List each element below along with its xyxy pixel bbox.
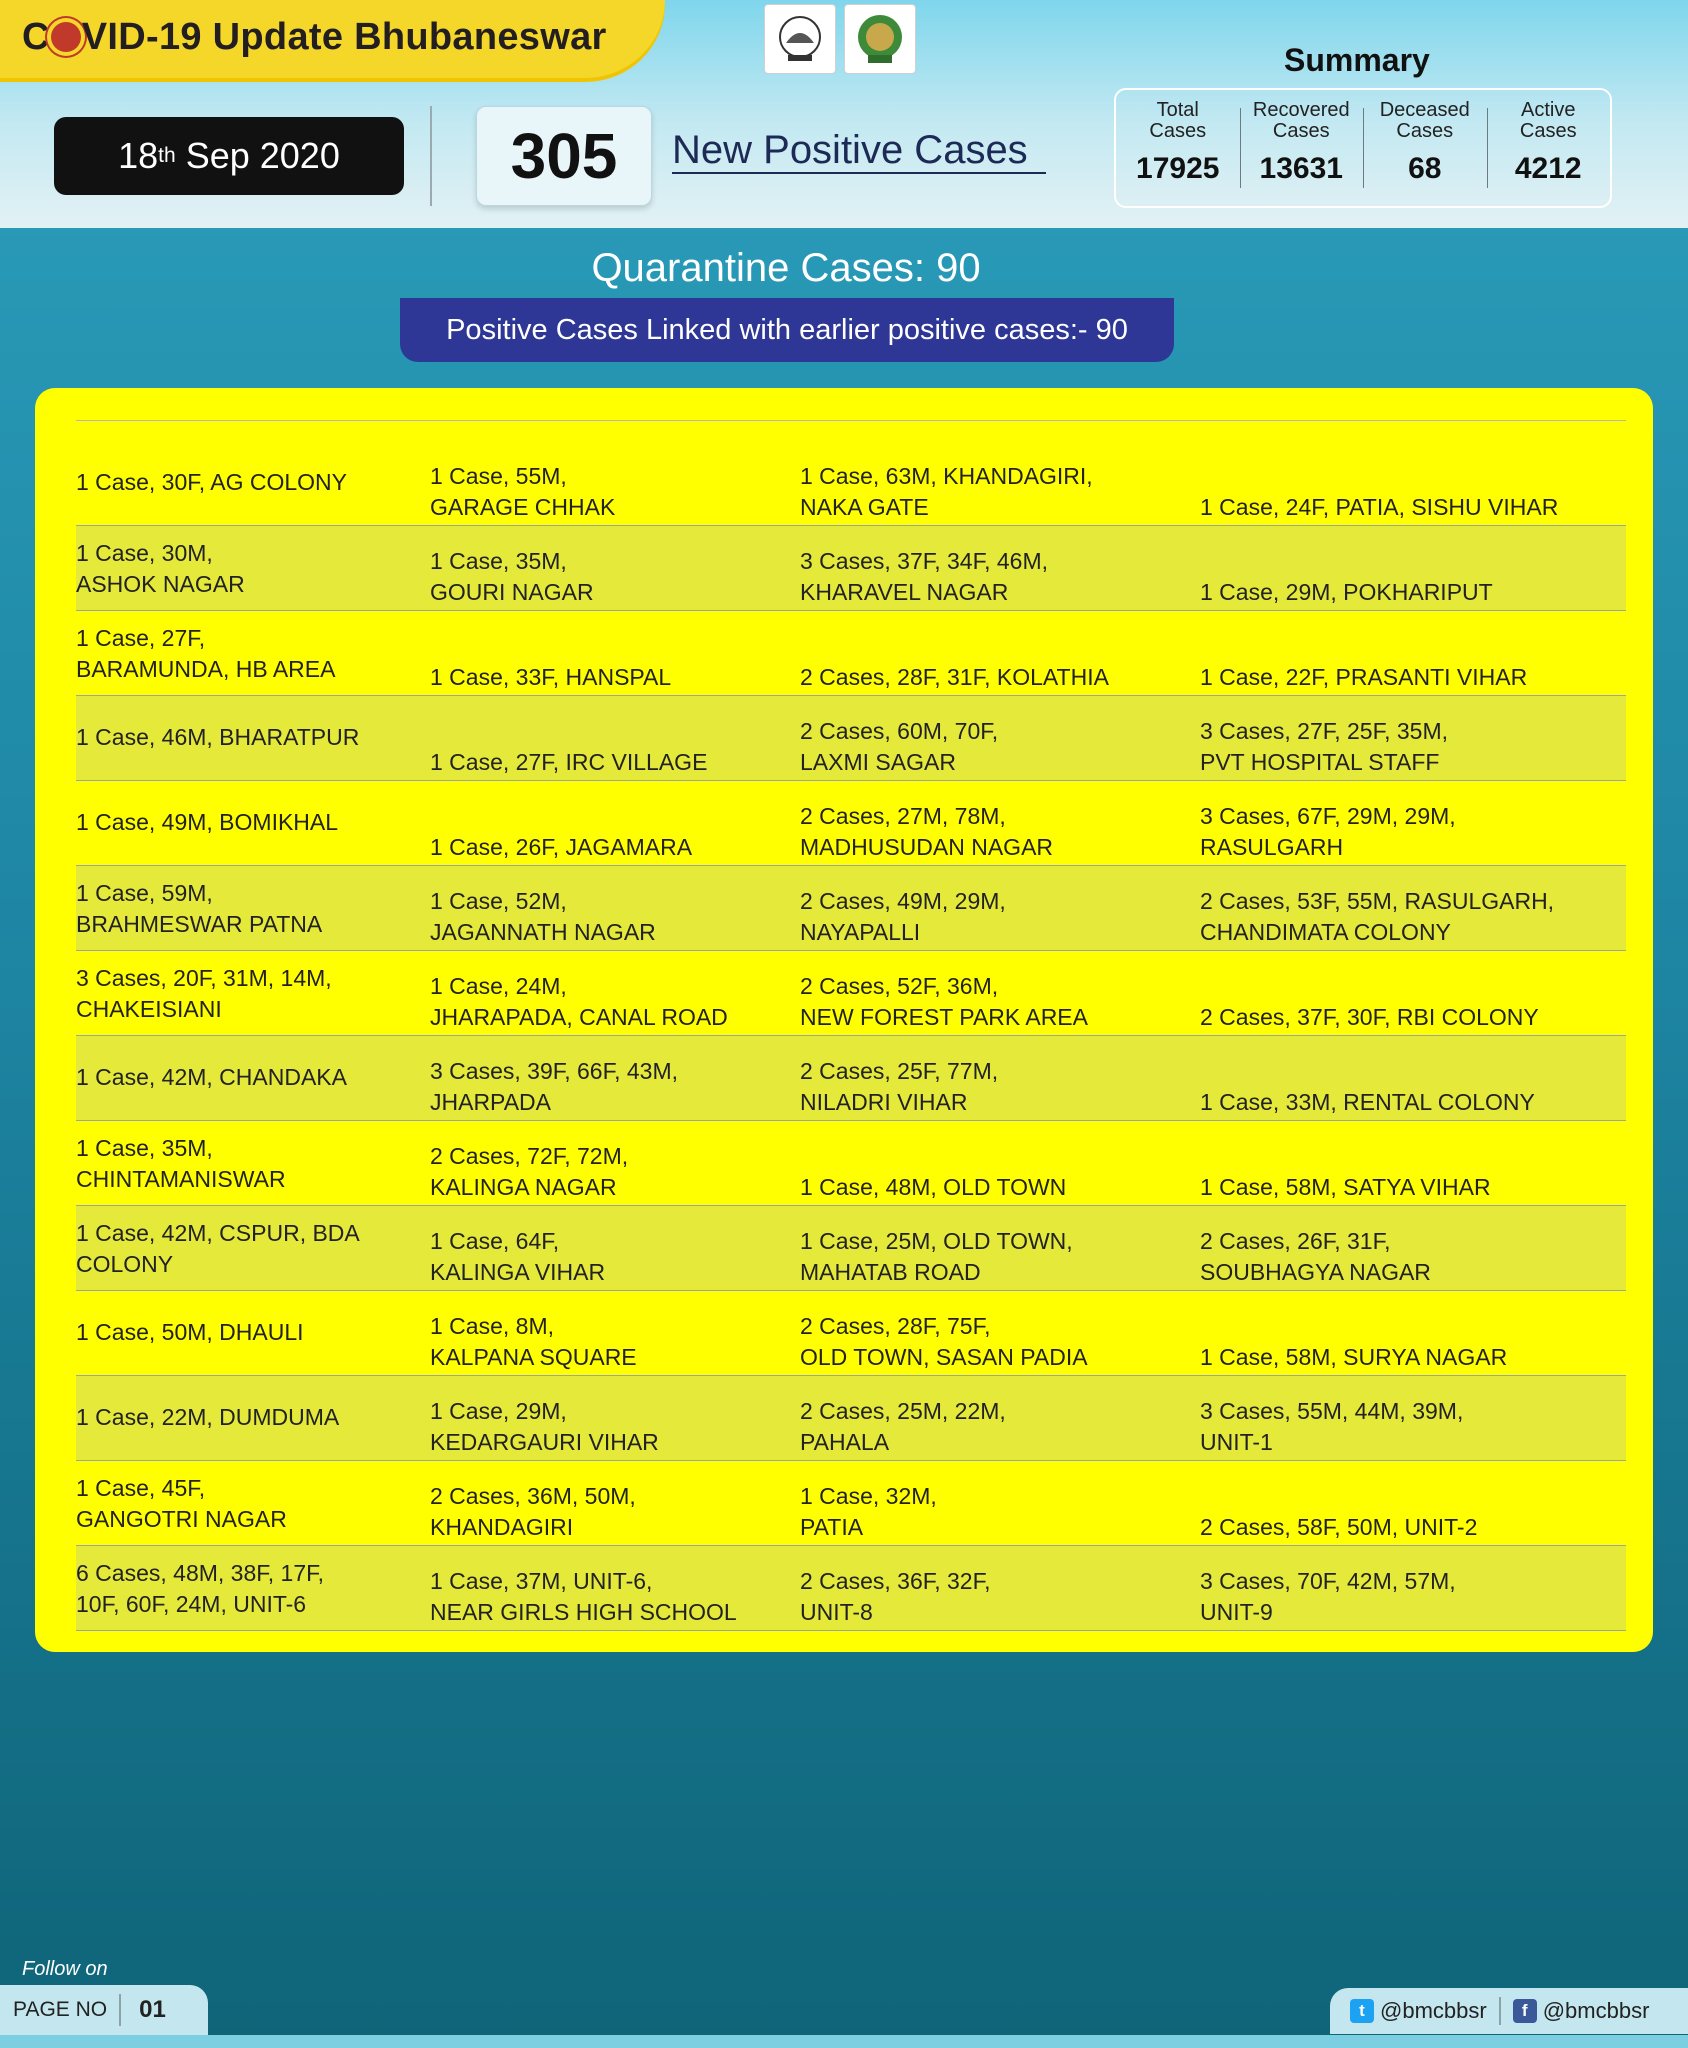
case-line: UNIT-8 — [800, 1599, 873, 1625]
table-cell — [1200, 1121, 1626, 1205]
case-line: 2 Cases, 26F, 31F, — [1200, 1228, 1391, 1254]
table-row — [76, 611, 1626, 696]
case-line: 2 Cases, 37F, 30F, RBI COLONY — [1200, 1004, 1539, 1030]
case-line: 1 Case, 37M, UNIT-6, — [430, 1568, 653, 1594]
table-cell — [1200, 1291, 1626, 1375]
case-line: 1 Case, 58M, SURYA NAGAR — [1200, 1344, 1508, 1370]
table-row — [76, 951, 1626, 1036]
table-cell — [800, 781, 1200, 865]
case-line: CHAKEISIANI — [76, 996, 222, 1022]
case-line: 6 Cases, 48M, 38F, 17F, — [76, 1560, 325, 1586]
table-row — [76, 1206, 1626, 1291]
case-line: 1 Case, 59M, — [76, 880, 213, 906]
summary-label: Total — [1156, 99, 1199, 121]
case-line: 1 Case, 63M, KHANDAGIRI, — [800, 463, 1093, 489]
case-line: 3 Cases, 39F, 66F, 43M, — [430, 1058, 679, 1084]
page-number-tab — [0, 1985, 208, 2035]
table-cell — [1200, 611, 1626, 695]
table-cell — [800, 696, 1200, 780]
bottom-bar — [0, 2035, 1688, 2048]
case-line: 3 Cases, 70F, 42M, 57M, — [1200, 1568, 1456, 1594]
case-line: 3 Cases, 27F, 25F, 35M, — [1200, 718, 1449, 744]
table-cell — [1200, 696, 1626, 780]
table-cell — [1200, 1376, 1626, 1460]
table-cell — [76, 951, 430, 1035]
twitter-handle[interactable]: @bmcbbsr — [1380, 1998, 1487, 2023]
table-cell — [1200, 1206, 1626, 1290]
table-cell — [430, 696, 800, 780]
case-line: 3 Cases, 20F, 31M, 14M, — [76, 965, 332, 991]
case-line: 1 Case, 50M, DHAULI — [76, 1318, 304, 1345]
case-line: BRAHMESWAR PATNA — [76, 911, 323, 937]
case-line: 1 Case, 52M, — [430, 888, 567, 914]
title-banner — [0, 0, 665, 78]
case-line: 2 Cases, 60M, 70F, — [800, 718, 999, 744]
case-line: 1 Case, 26F, JAGAMARA — [430, 834, 693, 860]
summary-label: Cases — [1396, 120, 1454, 142]
case-line: JAGANNATH NAGAR — [430, 919, 656, 945]
summary-label: Deceased — [1379, 99, 1470, 121]
table-cell — [800, 1036, 1200, 1120]
case-line: COLONY — [76, 1251, 174, 1277]
table-cell — [430, 1036, 800, 1120]
case-line: 1 Case, 25M, OLD TOWN, — [800, 1228, 1073, 1254]
case-line: 2 Cases, 58F, 50M, UNIT-2 — [1200, 1514, 1478, 1540]
table-cell — [76, 1376, 430, 1460]
summary-total — [1116, 90, 1240, 206]
table-cell — [1200, 1461, 1626, 1545]
case-line: 2 Cases, 27M, 78M, — [800, 803, 1006, 829]
case-line: UNIT-9 — [1200, 1599, 1273, 1625]
table-row — [76, 696, 1626, 781]
odisha-emblem-icon — [764, 4, 836, 74]
case-line: 1 Case, 29M, — [430, 1398, 567, 1424]
twitter-icon[interactable]: t — [1350, 1999, 1374, 2023]
table-row — [76, 781, 1626, 866]
case-line: 2 Cases, 36M, 50M, — [430, 1483, 636, 1509]
case-line: GARAGE CHHAK — [430, 494, 616, 520]
social-divider — [1499, 1997, 1501, 2025]
table-cell — [76, 866, 430, 950]
case-line: 1 Case, 35M, — [76, 1135, 213, 1161]
case-line: CHINTAMANISWAR — [76, 1166, 286, 1192]
table-cell — [430, 866, 800, 950]
case-line: 1 Case, 22F, PRASANTI VIHAR — [1200, 664, 1528, 690]
case-line: 1 Case, 58M, SATYA VIHAR — [1200, 1174, 1491, 1200]
summary-label: Cases — [1149, 120, 1207, 142]
table-cell — [430, 951, 800, 1035]
summary-value: 17925 — [1136, 152, 1220, 185]
bmc-logo-icon — [844, 4, 916, 74]
table-cell — [1200, 1546, 1626, 1630]
table-cell — [76, 1121, 430, 1205]
case-line: 1 Case, 45F, — [76, 1475, 206, 1501]
table-cell — [800, 866, 1200, 950]
case-line: 1 Case, 48M, OLD TOWN — [800, 1174, 1067, 1200]
case-line: 1 Case, 27F, — [76, 625, 206, 651]
case-line: MADHUSUDAN NAGAR — [800, 834, 1054, 860]
case-line: 1 Case, 46M, BHARATPUR — [76, 723, 360, 750]
virus-icon — [51, 22, 81, 52]
cases-table — [76, 420, 1626, 1631]
title-prefix: C — [22, 16, 50, 58]
case-line: NEAR GIRLS HIGH SCHOOL — [430, 1599, 737, 1625]
case-line: 2 Cases, 53F, 55M, RASULGARH, — [1200, 888, 1555, 914]
page-divider — [119, 1994, 121, 2026]
table-cell — [76, 526, 430, 610]
table-cell — [430, 1546, 800, 1630]
case-line: 1 Case, 32M, — [800, 1483, 937, 1509]
social-handles — [1330, 1988, 1688, 2034]
table-row — [76, 1546, 1626, 1631]
summary-value: 4212 — [1514, 152, 1582, 185]
case-line: KHARAVEL NAGAR — [800, 579, 1009, 605]
summary-title: Summary — [1284, 42, 1430, 78]
summary-value: 68 — [1408, 152, 1442, 185]
summary-value: 13631 — [1259, 152, 1343, 185]
table-cell — [430, 526, 800, 610]
table-row — [76, 441, 1626, 526]
page-number: 01 — [139, 1996, 166, 2023]
date-month-year: Sep 2020 — [185, 135, 340, 176]
case-line: 2 Cases, 52F, 36M, — [800, 973, 999, 999]
table-cell — [800, 951, 1200, 1035]
case-line: NAKA GATE — [800, 494, 929, 520]
case-line: GOURI NAGAR — [430, 579, 594, 605]
table-cell — [430, 1291, 800, 1375]
date-day: 18 — [118, 135, 159, 176]
summary-label: Cases — [1272, 120, 1330, 142]
table-cell — [76, 1546, 430, 1630]
case-line: 1 Case, 33F, HANSPAL — [430, 664, 672, 690]
table-cell — [430, 1461, 800, 1545]
follow-label: Follow on — [22, 1958, 108, 1980]
table-cell — [76, 781, 430, 865]
summary-label: Recovered — [1252, 99, 1350, 121]
case-line: 1 Case, 33M, RENTAL COLONY — [1200, 1089, 1535, 1115]
case-line: KALINGA NAGAR — [430, 1174, 617, 1200]
table-cell — [800, 1546, 1200, 1630]
case-line: 2 Cases, 72F, 72M, — [430, 1143, 629, 1169]
case-line: PATIA — [800, 1514, 864, 1540]
quarantine-cases: Quarantine Cases: 90 — [591, 246, 981, 290]
table-cell — [430, 1206, 800, 1290]
case-line: 3 Cases, 37F, 34F, 46M, — [800, 548, 1049, 574]
table-cell — [800, 1121, 1200, 1205]
summary-recovered — [1240, 90, 1364, 206]
table-cell — [800, 1291, 1200, 1375]
case-line: 1 Case, 42M, CHANDAKA — [76, 1063, 347, 1090]
table-row — [76, 1461, 1626, 1546]
table-cell — [430, 781, 800, 865]
case-line: JHARAPADA, CANAL ROAD — [430, 1004, 728, 1030]
table-cell — [76, 1206, 430, 1290]
table-cell — [800, 441, 1200, 525]
summary-box — [1114, 88, 1612, 208]
case-line: 3 Cases, 67F, 29M, 29M, — [1200, 803, 1456, 829]
case-line: MAHATAB ROAD — [800, 1259, 981, 1285]
case-line: PAHALA — [800, 1429, 890, 1455]
table-cell — [430, 441, 800, 525]
table-cell — [800, 526, 1200, 610]
case-line: OLD TOWN, SASAN PADIA — [800, 1344, 1088, 1370]
case-line: 1 Case, 49M, BOMIKHAL — [76, 808, 339, 835]
table-cell — [430, 611, 800, 695]
table-cell — [430, 1121, 800, 1205]
table-cell — [430, 1376, 800, 1460]
case-line: PVT HOSPITAL STAFF — [1200, 749, 1440, 775]
table-row — [76, 866, 1626, 951]
case-line: JHARPADA — [430, 1089, 551, 1115]
page-label: PAGE NO — [13, 1998, 108, 2021]
table-cell — [76, 611, 430, 695]
case-line: 1 Case, 22M, DUMDUMA — [76, 1403, 340, 1430]
case-line: RASULGARH — [1200, 834, 1344, 860]
date-suffix: th — [158, 144, 176, 167]
table-cell — [1200, 951, 1626, 1035]
table-cell — [1200, 781, 1626, 865]
facebook-icon[interactable]: f — [1513, 1999, 1537, 2023]
case-line: 1 Case, 24F, PATIA, SISHU VIHAR — [1200, 494, 1559, 520]
case-line: KEDARGAURI VIHAR — [430, 1429, 659, 1455]
title-rest: VID-19 Update Bhubaneswar — [81, 16, 607, 58]
case-line: KHANDAGIRI — [430, 1514, 574, 1540]
summary-label: Cases — [1519, 120, 1577, 142]
table-cell — [800, 611, 1200, 695]
case-line: CHANDIMATA COLONY — [1200, 919, 1451, 945]
table-cell — [76, 1036, 430, 1120]
case-line: 2 Cases, 49M, 29M, — [800, 888, 1006, 914]
new-cases-count: 305 — [476, 106, 652, 206]
case-line: 2 Cases, 28F, 75F, — [800, 1313, 991, 1339]
case-line: NILADRI VIHAR — [800, 1089, 968, 1115]
new-cases-underline — [672, 172, 1046, 174]
header-divider — [430, 106, 432, 206]
table-cell — [800, 1461, 1200, 1545]
summary-active — [1487, 90, 1611, 206]
case-line: 1 Case, 55M, — [430, 463, 567, 489]
case-line: 1 Case, 42M, CSPUR, BDA — [76, 1220, 360, 1246]
case-line: KALINGA VIHAR — [430, 1259, 606, 1285]
new-cases-label: New Positive Cases — [672, 128, 1028, 172]
table-row — [76, 1291, 1626, 1376]
table-row — [76, 526, 1626, 611]
case-line: KALPANA SQUARE — [430, 1344, 637, 1370]
case-line: 2 Cases, 28F, 31F, KOLATHIA — [800, 664, 1109, 690]
case-line: 1 Case, 64F, — [430, 1228, 560, 1254]
case-line: NEW FOREST PARK AREA — [800, 1004, 1088, 1030]
table-cell — [76, 441, 430, 525]
table-cell — [1200, 1036, 1626, 1120]
case-line: NAYAPALLI — [800, 919, 921, 945]
case-line: 3 Cases, 55M, 44M, 39M, — [1200, 1398, 1464, 1424]
summary-label: Active — [1521, 99, 1576, 121]
case-line: 1 Case, 8M, — [430, 1313, 554, 1339]
table-cell — [1200, 866, 1626, 950]
case-line: 2 Cases, 25M, 22M, — [800, 1398, 1006, 1424]
table-cell — [800, 1376, 1200, 1460]
table-cell — [1200, 526, 1626, 610]
summary-deceased — [1363, 90, 1487, 206]
table-cell — [76, 1461, 430, 1545]
case-line: ASHOK NAGAR — [76, 571, 245, 597]
table-cell — [76, 696, 430, 780]
case-line: UNIT-1 — [1200, 1429, 1273, 1455]
case-line: LAXMI SAGAR — [800, 749, 956, 775]
case-line: 2 Cases, 36F, 32F, — [800, 1568, 991, 1594]
page-title — [22, 16, 607, 59]
table-cell — [1200, 441, 1626, 525]
case-line: 1 Case, 35M, — [430, 548, 567, 574]
case-line: 1 Case, 24M, — [430, 973, 567, 999]
case-line: 1 Case, 29M, POKHARIPUT — [1200, 579, 1493, 605]
report-date — [54, 117, 404, 195]
case-line: SOUBHAGYA NAGAR — [1200, 1259, 1431, 1285]
table-row — [76, 1036, 1626, 1121]
case-line: GANGOTRI NAGAR — [76, 1506, 287, 1532]
facebook-handle[interactable]: @bmcbbsr — [1542, 1998, 1650, 2023]
header-band — [0, 0, 1688, 228]
table-cell — [76, 1291, 430, 1375]
table-row — [76, 1121, 1626, 1206]
table-cell — [800, 1206, 1200, 1290]
linked-cases-banner: Positive Cases Linked with earlier positive cases:- 90 — [400, 298, 1174, 362]
case-line: BARAMUNDA, HB AREA — [76, 656, 336, 682]
table-row — [76, 1376, 1626, 1461]
case-line: 1 Case, 30M, — [76, 540, 213, 566]
case-line: 10F, 60F, 24M, UNIT-6 — [76, 1591, 307, 1617]
case-line: 2 Cases, 25F, 77M, — [800, 1058, 999, 1084]
case-line: 1 Case, 27F, IRC VILLAGE — [430, 749, 708, 775]
case-line: 1 Case, 30F, AG COLONY — [76, 468, 348, 495]
